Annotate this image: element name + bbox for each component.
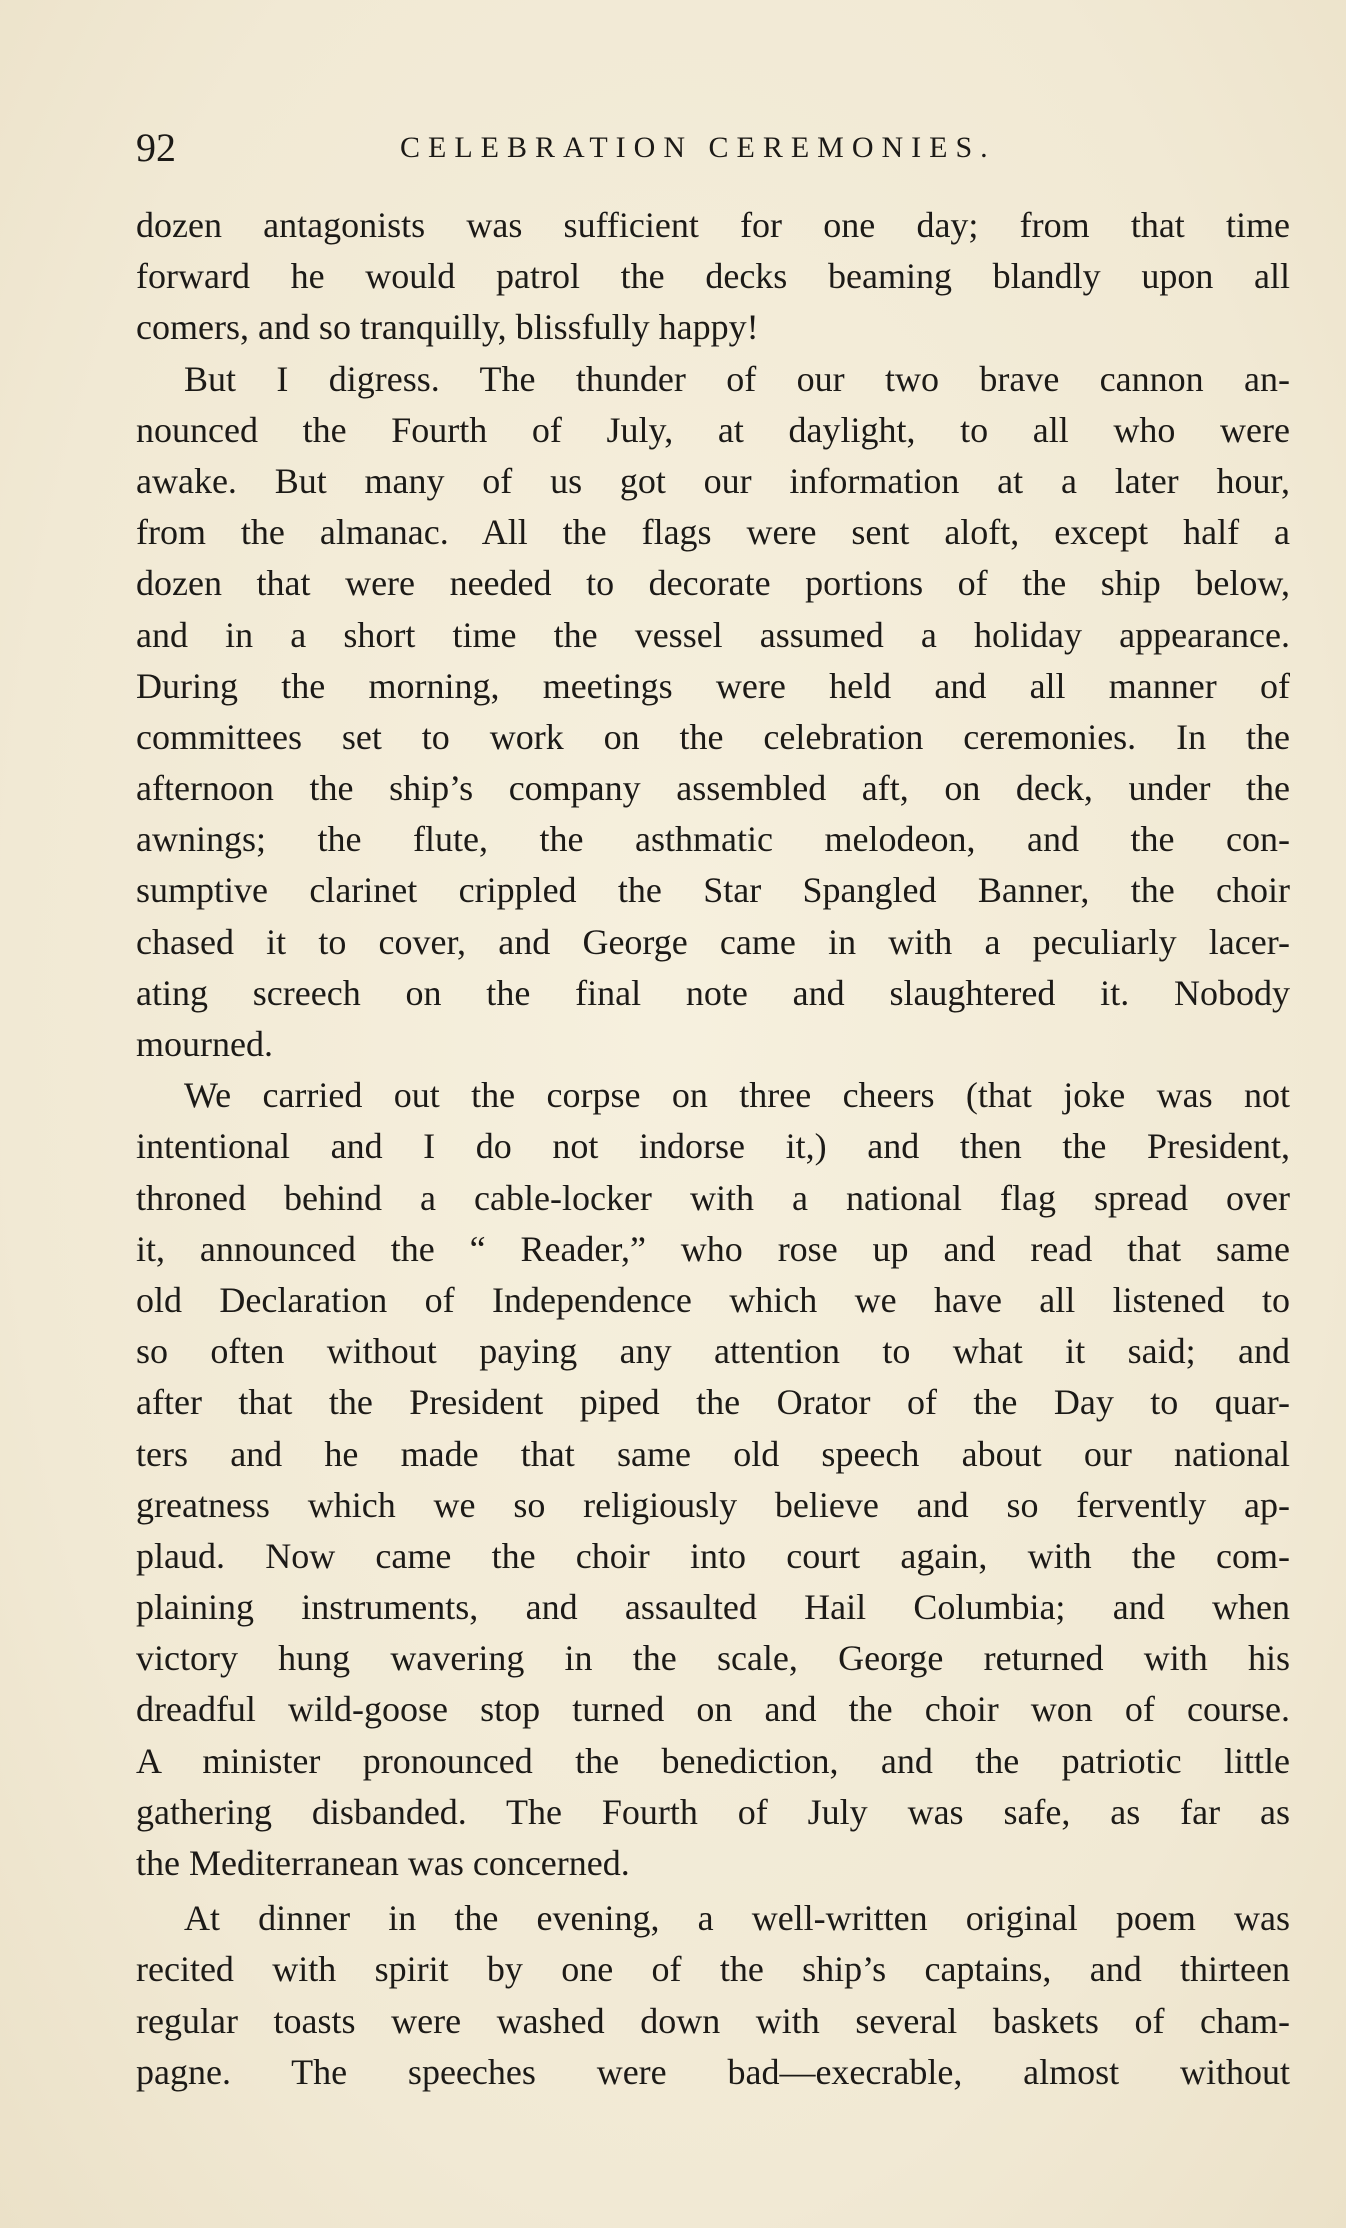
paragraph (136, 354, 1290, 1071)
text-line: awake. But many of us got our information at a later hour, (136, 460, 1290, 501)
body-text (136, 200, 1290, 2098)
text-line: it, announced the “ Reader,” who rose up and read that same (136, 1228, 1290, 1269)
paragraph (136, 1893, 1290, 2098)
text-line: During the morning, meetings were held and all manner of (136, 665, 1290, 706)
text-line: awnings; the flute, the asthmatic melodeon, and the con- (136, 819, 1290, 860)
text-line: ating screech on the final note and slaughtered it. Nobody (136, 972, 1290, 1013)
text-line: pagne. The speeches were bad—execrable, almost without (136, 2051, 1290, 2092)
text-line: plaining instruments, and assaulted Hail Columbia; and when (136, 1587, 1290, 1628)
text-line: plaud. Now came the choir into court again, with the com- (136, 1535, 1290, 1576)
text-line: A minister pronounced the benediction, and the patriotic little (136, 1740, 1290, 1781)
paragraph (136, 1070, 1290, 1889)
text-line: throned behind a cable-locker with a national flag spread over (136, 1177, 1290, 1218)
text-line: committees set to work on the celebration ceremonies. In the (136, 716, 1290, 757)
text-line: chased it to cover, and George came in with a peculiarly lacer- (136, 921, 1290, 962)
text-line: afternoon the ship’s company assembled aft, on deck, under the (136, 768, 1290, 809)
text-line: dozen antagonists was sufficient for one day; from that time (136, 205, 1290, 245)
text-line: nounced the Fourth of July, at daylight, to all who were (136, 409, 1290, 450)
text-line: after that the President piped the Orator of the Day to quar- (136, 1382, 1290, 1423)
text-line: gathering disbanded. The Fourth of July was safe, as far as (136, 1791, 1290, 1832)
text-line: so often without paying any attention to what it said; and (136, 1331, 1290, 1372)
paragraph (136, 200, 1290, 354)
text-line: At dinner in the evening, a well-written original poem was (184, 1898, 1290, 1939)
text-line: comers, and so tranquilly, blissfully happy! (136, 307, 759, 348)
text-line: regular toasts were washed down with several baskets of cham- (136, 2000, 1290, 2041)
text-line: greatness which we so religiously believe and so fervently ap- (136, 1484, 1290, 1525)
text-line: sumptive clarinet crippled the Star Spangled Banner, the choir (136, 870, 1290, 911)
text-line: and in a short time the vessel assumed a holiday appearance. (136, 614, 1290, 655)
text-line: victory hung wavering in the scale, George returned with his (136, 1638, 1290, 1679)
text-line: ters and he made that same old speech about our national (136, 1433, 1290, 1474)
page-number: 92 (136, 125, 176, 170)
text-line: forward he would patrol the decks beaming blandly upon all (136, 256, 1290, 297)
text-line: dreadful wild-goose stop turned on and the choir won of course. (136, 1689, 1290, 1730)
text-line: We carried out the corpse on three cheers (that joke was not (184, 1075, 1290, 1116)
text-line: intentional and I do not indorse it,) and then the President, (136, 1126, 1290, 1167)
text-line: recited with spirit by one of the ship’s captains, and thirteen (136, 1949, 1290, 1990)
page-header (136, 118, 1286, 178)
text-line: But I digress. The thunder of our two brave cannon an- (184, 358, 1290, 399)
text-line: mourned. (136, 1024, 273, 1064)
text-line: the Mediterranean was concerned. (136, 1843, 630, 1883)
text-line: from the almanac. All the flags were sent aloft, except half a (136, 512, 1290, 553)
running-head: CELEBRATION CEREMONIES. (400, 131, 996, 164)
text-line: dozen that were needed to decorate portions of the ship below, (136, 563, 1290, 604)
text-line: old Declaration of Independence which we have all listened to (136, 1279, 1290, 1320)
